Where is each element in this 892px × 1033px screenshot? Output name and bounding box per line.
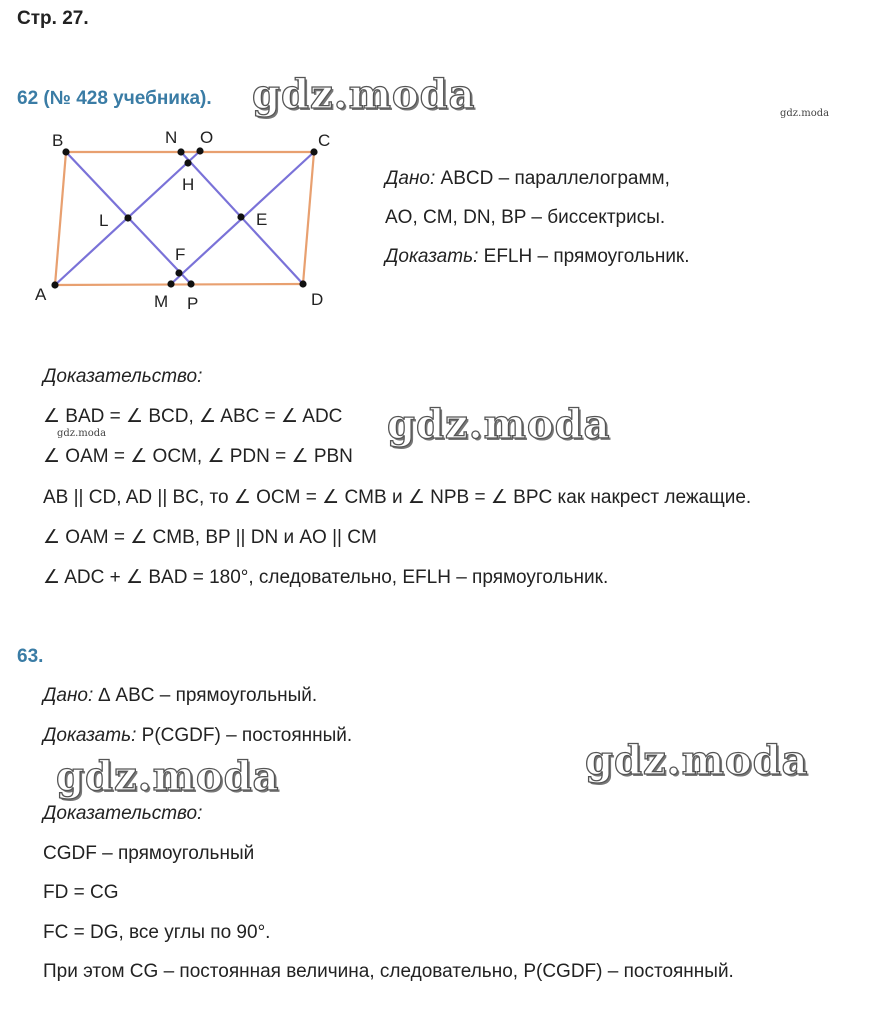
label-b: B bbox=[52, 131, 64, 150]
given-line-1 bbox=[385, 168, 670, 190]
label-c: C bbox=[318, 131, 331, 150]
proof-line-3: AB || CD, AD || BC, то ∠ OCM = ∠ CMB и ∠ NPB = ∠ BPC как накрест лежащие. bbox=[43, 487, 752, 508]
prove-text-63: P(CGDF) – постоянный. bbox=[141, 725, 353, 746]
task-62-title: 62 (№ 428 учебника). bbox=[17, 88, 212, 109]
given-text-63: ∆ ABC – прямоугольный. bbox=[98, 685, 318, 706]
point-a bbox=[51, 281, 58, 288]
prove-line-63 bbox=[43, 725, 352, 747]
prove-label: Доказать: bbox=[385, 246, 479, 267]
proof-63-line-4: При этом CG – постоянная величина, следовательно, P(CGDF) – постоянный. bbox=[43, 961, 734, 982]
proof-label: Доказательство: bbox=[43, 366, 203, 387]
watermark-1: gdz.moda bbox=[252, 71, 476, 118]
label-f: F bbox=[175, 245, 186, 264]
label-a: A bbox=[35, 285, 47, 304]
watermark-2: gdz.moda bbox=[387, 401, 611, 448]
point-p bbox=[187, 280, 194, 287]
proof-63-line-3: FC = DG, все углы по 90°. bbox=[43, 922, 271, 943]
side-ab bbox=[55, 152, 66, 285]
side-cd bbox=[303, 152, 314, 284]
point-b bbox=[62, 148, 69, 155]
watermark-3: gdz.moda bbox=[585, 737, 809, 784]
point-h bbox=[184, 159, 191, 166]
label-n: N bbox=[165, 128, 178, 147]
point-m bbox=[167, 280, 174, 287]
label-o: O bbox=[200, 128, 214, 147]
label-d: D bbox=[311, 290, 324, 309]
point-d bbox=[299, 280, 306, 287]
point-e bbox=[237, 213, 244, 220]
prove-text: EFLH – прямоугольник. bbox=[483, 246, 690, 267]
proof-63-line-1: CGDF – прямоугольный bbox=[43, 843, 255, 864]
prove-line bbox=[385, 246, 690, 268]
given-label: Дано: bbox=[385, 168, 436, 189]
task-63-title: 63. bbox=[17, 646, 44, 667]
page-title: Стр. 27. bbox=[17, 8, 89, 29]
watermark-small-1: gdz.moda bbox=[780, 108, 830, 119]
point-f bbox=[175, 269, 182, 276]
given-text-1: ABCD – параллелограмм, bbox=[440, 168, 670, 189]
point-l bbox=[124, 214, 131, 221]
parallelogram-figure bbox=[30, 122, 350, 317]
proof-label-63: Доказательство: bbox=[43, 803, 203, 824]
given-line-2: AO, CM, DN, BP – биссектрисы. bbox=[385, 207, 666, 228]
prove-label-63: Доказать: bbox=[43, 725, 137, 746]
proof-63-line-2: FD = CG bbox=[43, 882, 119, 903]
given-label-63: Дано: bbox=[43, 685, 94, 706]
watermark-4: gdz.moda bbox=[56, 753, 280, 800]
proof-line-2: ∠ OAM = ∠ OCM, ∠ PDN = ∠ PBN bbox=[43, 446, 353, 467]
proof-line-5: ∠ ADC + ∠ BAD = 180°, следовательно, EFLH – прямоугольник. bbox=[43, 567, 609, 588]
given-line-63 bbox=[43, 685, 317, 707]
watermark-small-2: gdz.moda bbox=[57, 428, 107, 439]
side-da bbox=[55, 284, 303, 285]
proof-line-4: ∠ OAM = ∠ CMB, BP || DN и AO || CM bbox=[43, 527, 377, 548]
label-h: H bbox=[182, 175, 195, 194]
label-e: E bbox=[256, 210, 268, 229]
proof-line-1: ∠ BAD = ∠ BCD, ∠ ABC = ∠ ADC bbox=[43, 406, 343, 427]
point-n bbox=[177, 148, 184, 155]
label-p: P bbox=[187, 294, 199, 313]
label-l: L bbox=[99, 211, 109, 230]
label-m: M bbox=[154, 292, 169, 311]
point-o bbox=[196, 147, 203, 154]
point-c bbox=[310, 148, 317, 155]
